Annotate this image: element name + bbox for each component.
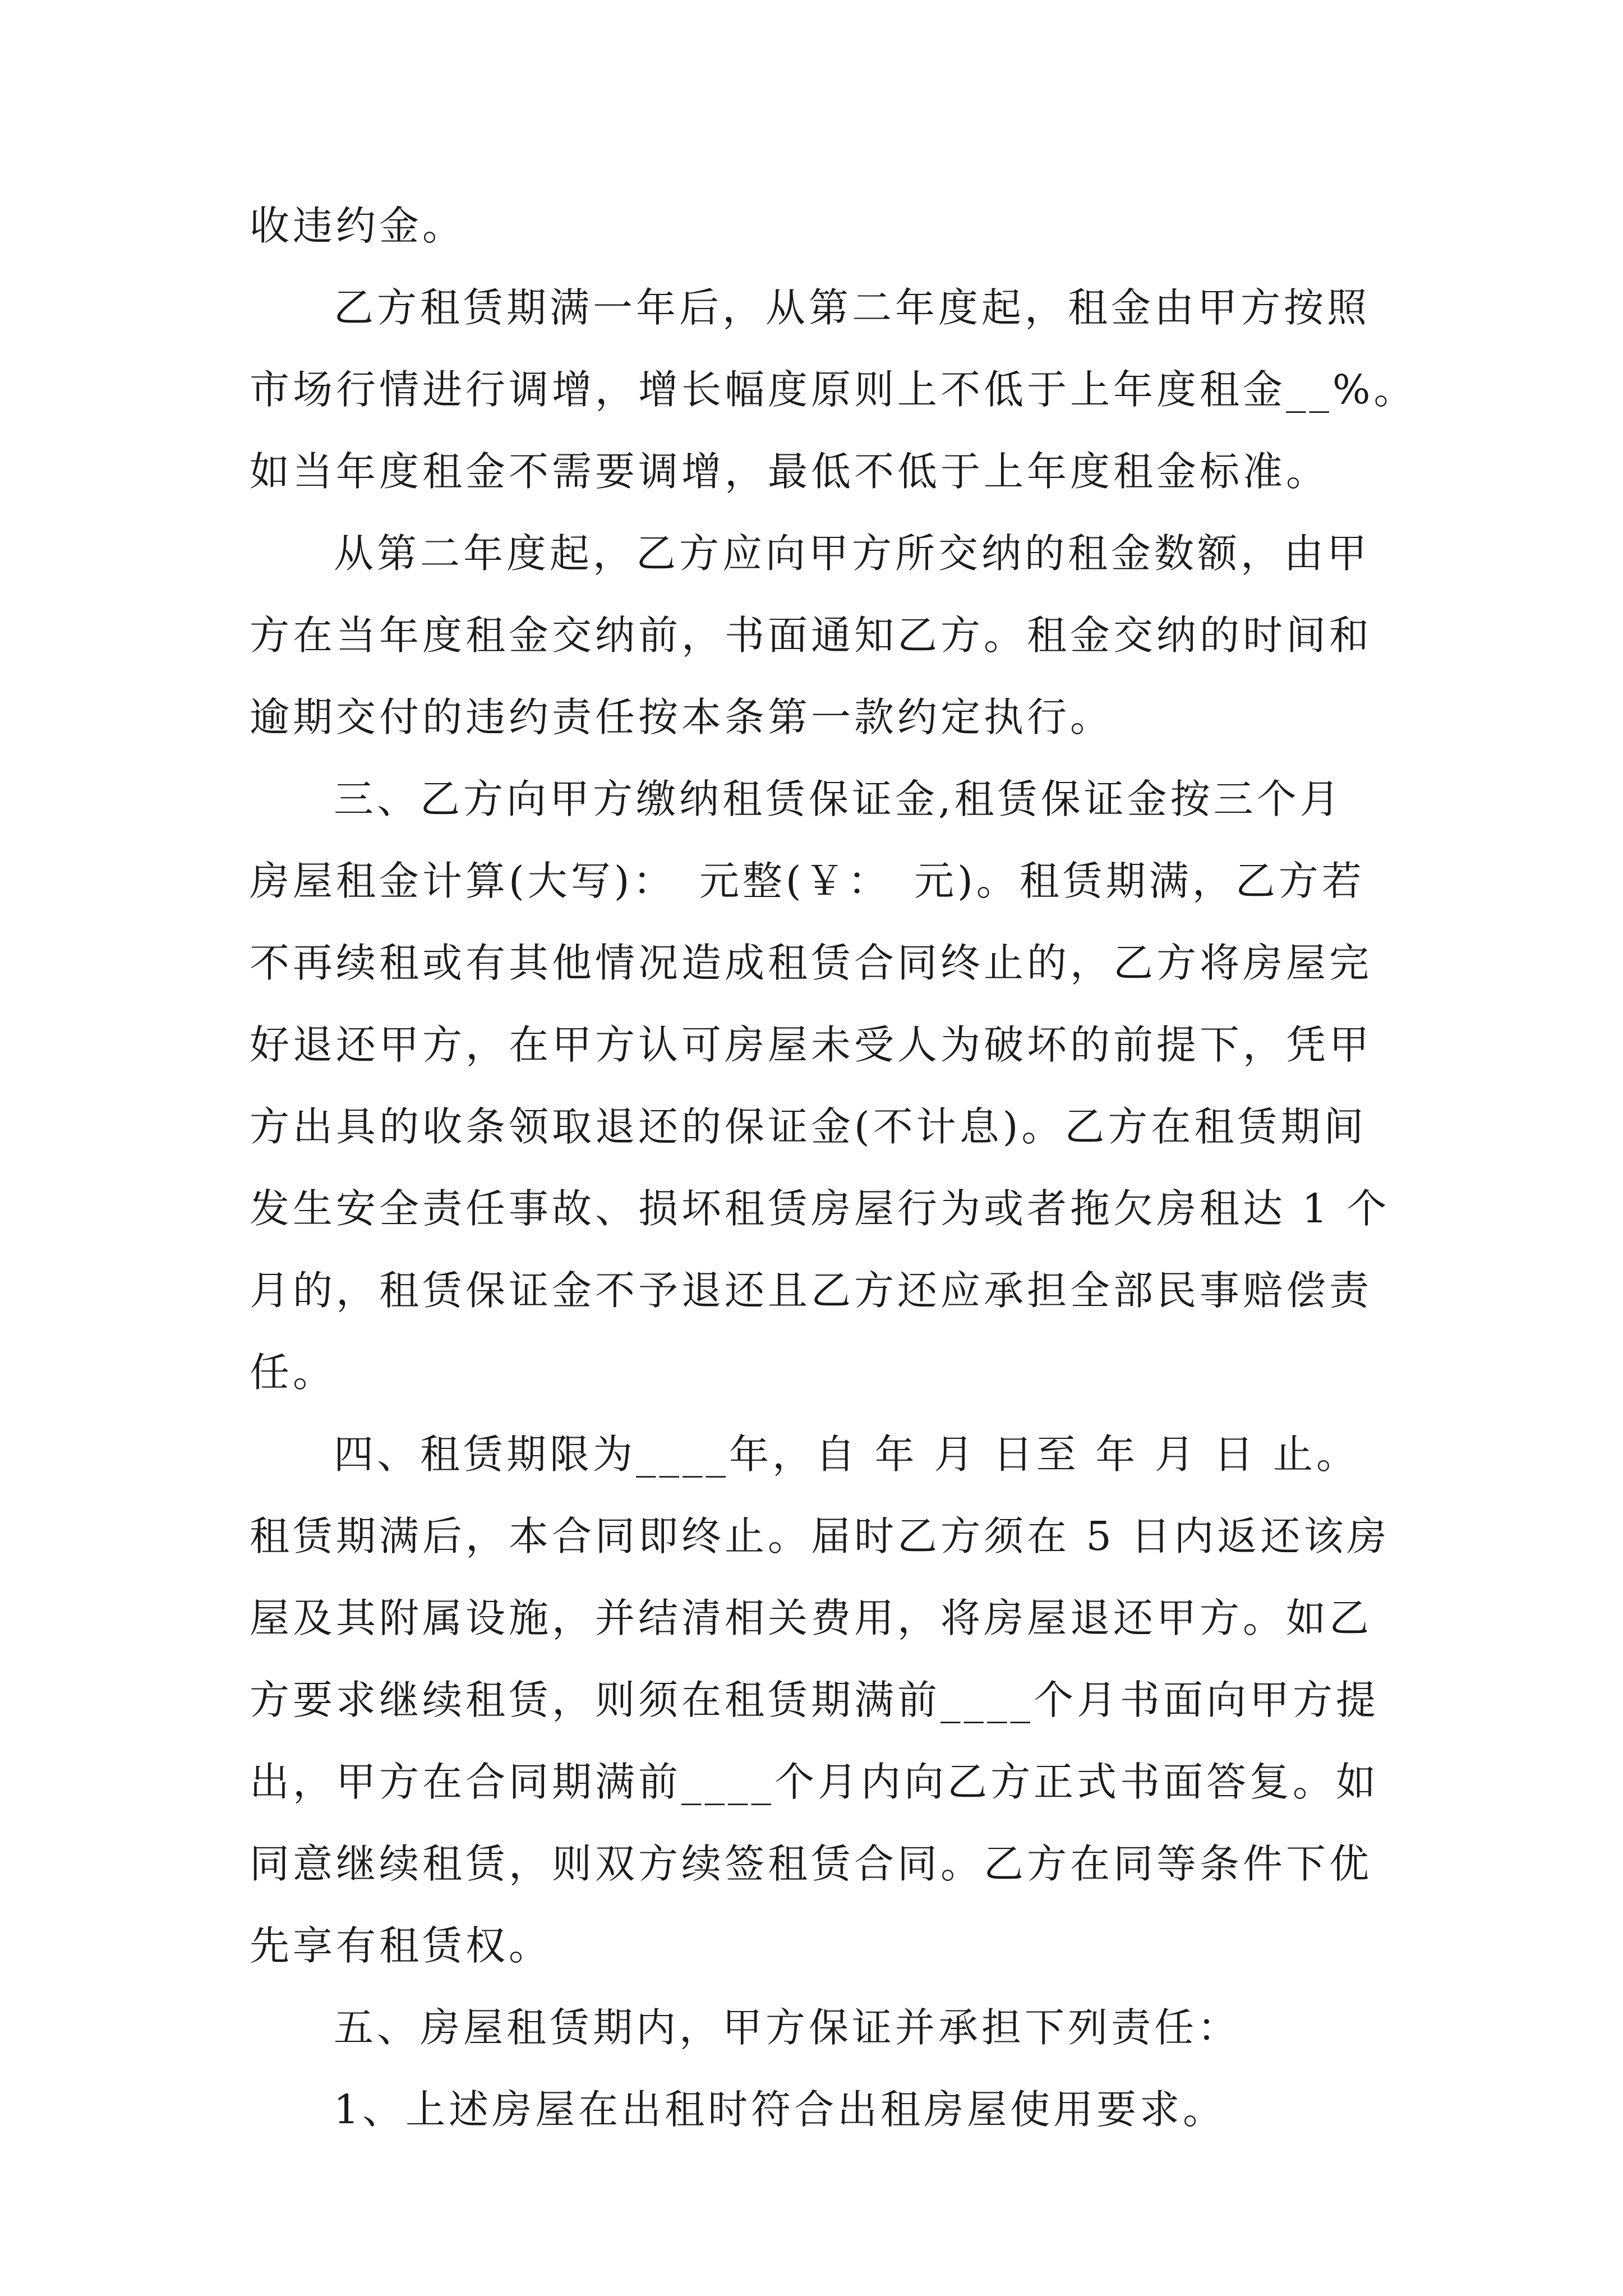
text-line: 好退还甲方，在甲方认可房屋未受人为破坏的前提下，凭甲 (250, 1022, 1373, 1068)
text-line: 先享有租赁权。 (250, 1922, 552, 1969)
text-line: 乙方租赁期满一年后，从第二年度起，租金由甲方按照 (334, 284, 1371, 331)
text-line: 如当年度租金不需要调增，最低不低于上年度租金标准。 (250, 448, 1330, 495)
text-line: 五、房屋租赁期内，甲方保证并承担下列责任： (334, 2004, 1241, 2051)
text-line: 不再续租或有其他情况造成租赁合同终止的，乙方将房屋完 (250, 940, 1373, 986)
text-line: 任。 (250, 1349, 336, 1396)
text-line: 逾期交付的违约责任按本条第一款约定执行。 (250, 694, 1114, 740)
text-line: 收违约金。 (250, 203, 466, 249)
text-line: 房屋租金计算(大写)： 元整(￥： 元)。租赁期满，乙方若 (250, 858, 1365, 904)
text-line: 发生安全责任事故、损坏租赁房屋行为或者拖欠房租达 1 个 (250, 1185, 1390, 1232)
text-line: 同意继续租赁，则双方续签租赁合同。乙方在同等条件下优 (250, 1841, 1373, 1887)
text-line: 从第二年度起，乙方应向甲方所交纳的租金数额，由甲 (334, 530, 1371, 577)
text-line: 三、乙方向甲方缴纳租赁保证金,租赁保证金按三个月 (334, 776, 1343, 822)
text-line: 方在当年度租金交纳前，书面通知乙方。租金交纳的时间和 (250, 612, 1373, 659)
text-line: 月的，租赁保证金不予退还且乙方还应承担全部民事赔偿责 (250, 1267, 1373, 1314)
text-line: 出，甲方在合同期满前____个月内向乙方正式书面答复。如 (250, 1759, 1380, 1805)
text-line: 方出具的收条领取退还的保证金(不计息)。乙方在租赁期间 (250, 1103, 1367, 1150)
text-line: 1、上述房屋在出租时符合出租房屋使用要求。 (334, 2086, 1227, 2133)
text-line: 市场行情进行调增，增长幅度原则上不低于上年度租金__%。 (250, 366, 1417, 413)
text-line: 四、租赁期限为____年，自 年 月 日至 年 月 日 止。 (334, 1431, 1359, 1478)
text-line: 屋及其附属设施，并结清相关费用，将房屋退还甲方。如乙 (250, 1595, 1373, 1641)
contract-body (250, 185, 1417, 2151)
text-line: 租赁期满后，本合同即终止。届时乙方须在 5 日内返还该房 (250, 1513, 1390, 1559)
text-line: 方要求继续租赁，则须在租赁期满前____个月书面向甲方提 (250, 1677, 1380, 1723)
